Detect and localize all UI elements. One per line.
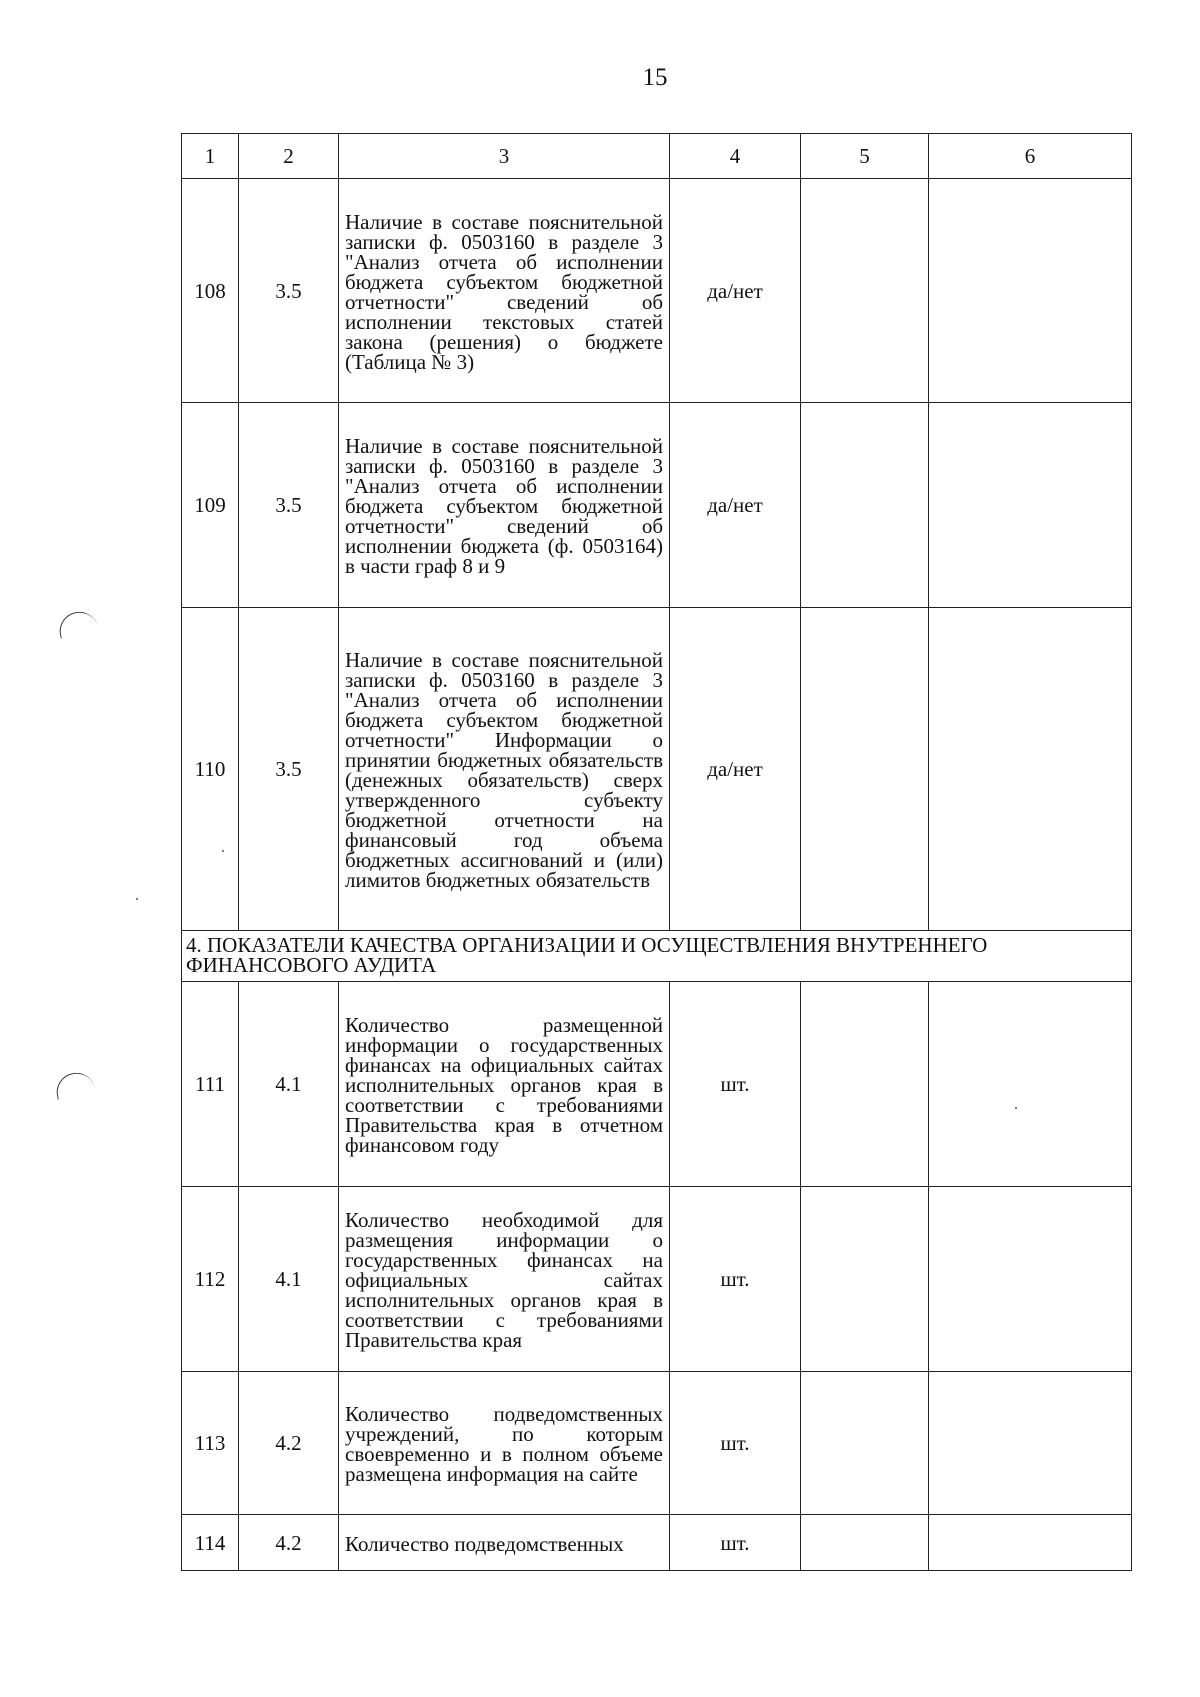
header-cell: 2 — [239, 134, 339, 179]
row-description: Количество необходимой для размещения информации о государственных финансах на официальных сайтах исполнительных органов края в соответствии с требованиями Правительства края — [339, 1187, 670, 1372]
header-cell: 5 — [801, 134, 929, 179]
row-unit: шт. — [670, 1187, 801, 1372]
table-row — [182, 608, 1132, 931]
row-code: 4.2 — [239, 1372, 339, 1515]
table-row — [182, 1515, 1132, 1571]
row-unit: шт. — [670, 1515, 801, 1571]
row-value-5 — [801, 179, 929, 403]
row-number: 111 — [182, 982, 239, 1187]
row-value-5 — [801, 982, 929, 1187]
row-unit: да/нет — [670, 403, 801, 608]
row-description: Количество размещенной информации о государственных финансах на официальных сайтах исполнительных органов края в соответствии с требованиями Правительства края в отчетном финансовом году — [339, 982, 670, 1187]
header-cell: 3 — [339, 134, 670, 179]
page-number: 15 — [642, 64, 668, 91]
row-value-6 — [929, 608, 1132, 931]
row-number: 113 — [182, 1372, 239, 1515]
scan-speck — [222, 850, 224, 852]
row-unit: шт. — [670, 982, 801, 1187]
row-value-5 — [801, 1372, 929, 1515]
scan-speck — [136, 898, 138, 900]
row-value-6 — [929, 403, 1132, 608]
table-row — [182, 1187, 1132, 1372]
row-value-6 — [929, 982, 1132, 1187]
header-cell: 4 — [670, 134, 801, 179]
row-number: 112 — [182, 1187, 239, 1372]
table-row — [182, 982, 1132, 1187]
row-number: 110 — [182, 608, 239, 931]
hole-punch-mark — [56, 608, 99, 639]
row-value-5 — [801, 403, 929, 608]
row-code: 4.1 — [239, 982, 339, 1187]
row-unit: да/нет — [670, 608, 801, 931]
table-header-row — [182, 134, 1132, 179]
row-value-6 — [929, 1187, 1132, 1372]
row-code: 3.5 — [239, 403, 339, 608]
header-cell: 6 — [929, 134, 1132, 179]
row-value-5 — [801, 608, 929, 931]
row-code: 4.2 — [239, 1515, 339, 1571]
row-description: Количество подведомственных учреждений, по которым своевременно и в полном объеме размещена информация на сайте — [339, 1372, 670, 1515]
section-header-row — [182, 931, 1132, 982]
row-number: 114 — [182, 1515, 239, 1571]
row-description: Наличие в составе пояснительной записки ф. 0503160 в разделе 3 "Анализ отчета об исполнении бюджета субъектом бюджетной отчетности" сведений об исполнении текстовых статей закона (решения) о бюджете (Таблица № 3) — [339, 179, 670, 403]
row-value-5 — [801, 1187, 929, 1372]
row-description: Количество подведомственных — [339, 1515, 670, 1571]
header-cell: 1 — [182, 134, 239, 179]
row-value-6 — [929, 179, 1132, 403]
row-value-5 — [801, 1515, 929, 1571]
row-value-6 — [929, 1372, 1132, 1515]
row-unit: шт. — [670, 1372, 801, 1515]
section-title: 4. ПОКАЗАТЕЛИ КАЧЕСТВА ОРГАНИЗАЦИИ И ОСУЩЕСТВЛЕНИЯ ВНУТРЕННЕГО ФИНАНСОВОГО АУДИТА — [182, 931, 1132, 982]
row-code: 3.5 — [239, 179, 339, 403]
row-unit: да/нет — [670, 179, 801, 403]
row-description: Наличие в составе пояснительной записки ф. 0503160 в разделе 3 "Анализ отчета об исполнении бюджета субъектом бюджетной отчетности" Информации о принятии бюджетных обязательств (денежных обязательств) сверх утвержденного субъекту бюджетной отчетности на финансовый год объема бюджетных ассигнований и (или) лимитов бюджетных обязательств — [339, 608, 670, 931]
table-row — [182, 403, 1132, 608]
row-number: 109 — [182, 403, 239, 608]
hole-punch-mark — [53, 1069, 96, 1100]
row-description: Наличие в составе пояснительной записки ф. 0503160 в разделе 3 "Анализ отчета об исполнении бюджета субъектом бюджетной отчетности" сведений об исполнении бюджета (ф. 0503164) в части граф 8 и 9 — [339, 403, 670, 608]
indicators-table — [181, 133, 1132, 1571]
row-number: 108 — [182, 179, 239, 403]
scan-speck — [1015, 1107, 1017, 1109]
table-row — [182, 1372, 1132, 1515]
row-code: 3.5 — [239, 608, 339, 931]
row-value-6 — [929, 1515, 1132, 1571]
row-code: 4.1 — [239, 1187, 339, 1372]
table-row — [182, 179, 1132, 403]
